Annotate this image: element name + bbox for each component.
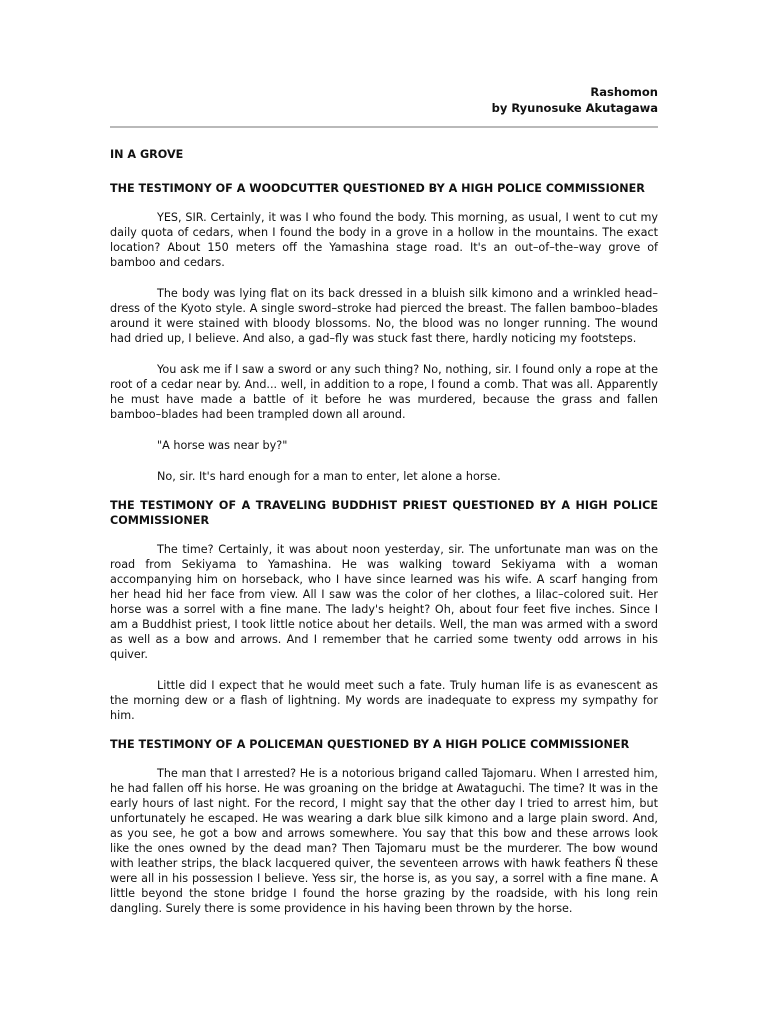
paragraph: You ask me if I saw a sword or any such thing? No, nothing, sir. I found only a rope at the root of a cedar near by. And... well, in addition to a rope, I found a comb. That was all. Apparently he must have made a battle of it before he was murdered, because the grass and fallen bamboo–blades had been trampled down all around. (110, 363, 658, 421)
section-title: IN A GROVE (110, 148, 184, 161)
header-divider (110, 126, 658, 128)
paragraph: "A horse was near by?" (157, 439, 288, 452)
paragraph: YES, SIR. Certainly, it was I who found the body. This morning, as usual, I went to cut my daily quota of cedars, when I found the body in a grove in a hollow in the mountains. The exact location? About 150 meters off the Yamashina stage road. It's an out–of–the–way grove of bamboo and cedars. (110, 211, 658, 269)
testimony-heading-policeman: THE TESTIMONY OF A POLICEMAN QUESTIONED BY A HIGH POLICE COMMISSIONER (110, 738, 630, 751)
paragraph: The man that I arrested? He is a notorious brigand called Tajomaru. When I arrested him, he had fallen off his horse. He was groaning on the bridge at Awataguchi. The time? It was in the early hours of last night. For the record, I might say that the other day I tried to arrest him, but unfortunately he escaped. He was wearing a dark blue silk kimono and a large plain sword. And, as you see, he got a bow and arrows somewhere. You say that this bow and these arrows look like the ones owned by the dead man? Then Tajomaru must be the murderer. The bow wound with leather strips, the black lacquered quiver, the seventeen arrows with hawk feathers Ñ these were all in his possession I believe. Yess sir, the horse is, as you say, a sorrel with a fine mane. A little beyond the stone bridge I found the horse grazing by the roadside, with his long rein dangling. Surely there is some providence in his having been thrown by the horse. (110, 767, 658, 915)
document-header (110, 84, 658, 116)
paragraph: The time? Certainly, it was about noon yesterday, sir. The unfortunate man was on the road from Sekiyama to Yamashina. He was walking toward Sekiyama with a woman accompanying him on horseback, who I have since learned was his wife. A scarf hanging from her head hid her face from view. All I saw was the color of her clothes, a lilac–colored suit. Her horse was a sorrel with a fine mane. The lady's height? Oh, about four feet five inches. Since I am a Buddhist priest, I took little notice about her details. Well, the man was armed with a sword as well as a bow and arrows. And I remember that he carried some twenty odd arrows in his quiver. (110, 543, 658, 661)
document-page (110, 84, 658, 916)
testimony-heading-priest: THE TESTIMONY OF A TRAVELING BUDDHIST PRIEST QUESTIONED BY A HIGH POLICE COMMISSIONER (110, 499, 658, 527)
paragraph: No, sir. It's hard enough for a man to enter, let alone a horse. (157, 470, 501, 483)
testimony-heading-woodcutter: THE TESTIMONY OF A WOODCUTTER QUESTIONED BY A HIGH POLICE COMMISSIONER (110, 182, 645, 195)
book-author: by Ryunosuke Akutagawa (491, 101, 658, 115)
paragraph: Little did I expect that he would meet such a fate. Truly human life is as evanescent as the morning dew or a flash of lightning. My words are inadequate to express my sympathy for him. (110, 679, 658, 722)
paragraph: The body was lying flat on its back dressed in a bluish silk kimono and a wrinkled head–dress of the Kyoto style. A single sword–stroke had pierced the breast. The fallen bamboo–blades around it were stained with bloody blossoms. No, the blood was no longer running. The wound had dried up, I believe. And also, a gad–fly was stuck fast there, hardly noticing my footsteps. (110, 287, 658, 345)
book-title: Rashomon (590, 85, 658, 99)
